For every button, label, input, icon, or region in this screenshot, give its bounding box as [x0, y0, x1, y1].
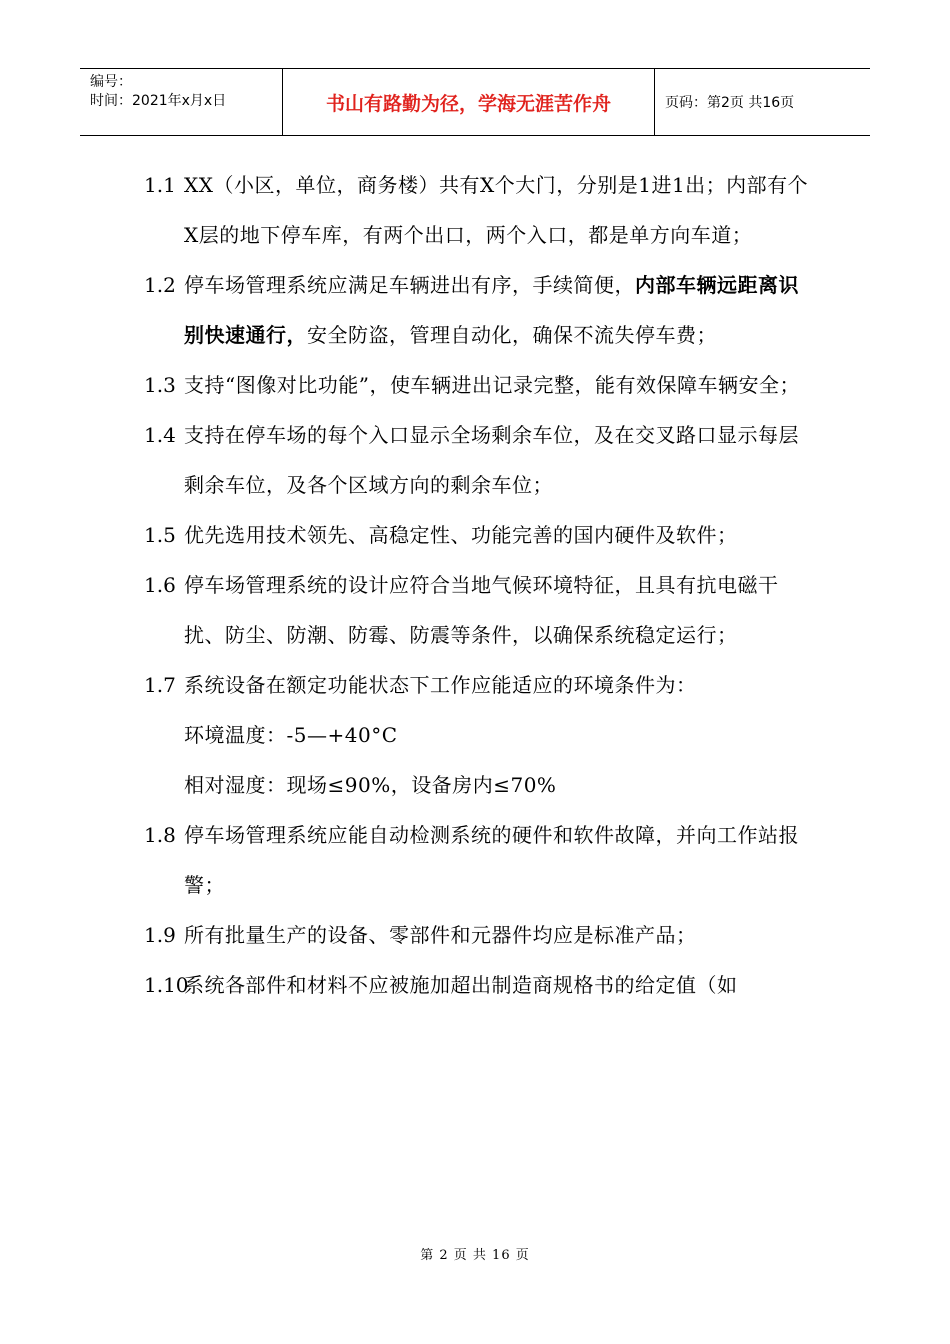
document-body — [144, 160, 814, 1010]
list-item — [144, 560, 814, 660]
document-time-label: 时间：2021年x月x日 — [90, 93, 227, 109]
list-item — [144, 660, 814, 710]
document-number-label: 编号： — [90, 74, 132, 90]
item-text: 停车场管理系统应能自动检测系统的硬件和软件故障，并向工作站报警； — [184, 823, 799, 897]
list-item — [144, 410, 814, 510]
item-text — [184, 260, 814, 360]
item-text: 优先选用技术领先、高稳定性、功能完善的国内硬件及软件； — [184, 523, 738, 547]
header-motto: 书山有路勤为径，学海无涯苦作舟 — [283, 69, 655, 135]
item-number: 1.1 — [144, 173, 176, 197]
item-text: 支持在停车场的每个入口显示全场剩余车位，及在交叉路口显示每层剩余车位，及各个区域方向的剩余车位； — [184, 423, 799, 497]
page-footer: 第 2 页 共 16 页 — [420, 1248, 530, 1263]
list-item — [144, 160, 814, 260]
item-number: 1.4 — [144, 423, 176, 447]
item-text-bold: 内部车辆远距离识别快速通行， — [184, 273, 799, 347]
item-number: 1.7 — [144, 673, 176, 697]
header-meta — [80, 69, 283, 135]
item-number: 1.5 — [144, 523, 176, 547]
item-number: 1.6 — [144, 573, 176, 597]
item-text: 支持“图像对比功能”，使车辆进出记录完整，能有效保障车辆安全； — [184, 373, 800, 397]
item-number: 1.8 — [144, 823, 176, 847]
list-item — [144, 260, 814, 360]
list-item — [144, 360, 814, 410]
item-text: 所有批量生产的设备、零部件和元器件均应是标准产品； — [184, 923, 697, 947]
item-number: 1.9 — [144, 923, 176, 947]
item-text-post: 安全防盗，管理自动化，确保不流失停车费； — [307, 323, 717, 347]
list-item — [144, 960, 814, 1010]
item-number: 1.10 — [144, 973, 189, 997]
item-text: 系统各部件和材料不应被施加超出制造商规格书的给定值（如 — [184, 973, 738, 997]
item-number: 1.2 — [144, 273, 176, 297]
item-text-pre: 停车场管理系统应满足车辆进出有序，手续简便， — [184, 273, 635, 297]
item-text: XX（小区，单位，商务楼）共有X个大门，分别是1进1出；内部有个X层的地下停车库，有两个出口，两个入口，都是单方向车道； — [184, 173, 809, 247]
list-item — [144, 910, 814, 960]
environment-humidity: 相对湿度：现场≤90%，设备房内≤70% — [184, 773, 557, 797]
item-number: 1.3 — [144, 373, 176, 397]
item-text: 系统设备在额定功能状态下工作应能适应的环境条件为： — [184, 673, 697, 697]
page-header — [80, 68, 870, 136]
list-item — [144, 810, 814, 910]
header-page-number: 页码：第2页 共16页 — [665, 95, 795, 111]
list-item — [144, 510, 814, 560]
item-text: 停车场管理系统的设计应符合当地气候环境特征，且具有抗电磁干扰、防尘、防潮、防霉、防震等条件，以确保系统稳定运行； — [184, 573, 779, 647]
environment-temperature: 环境温度：-5—+40°C — [184, 723, 398, 747]
